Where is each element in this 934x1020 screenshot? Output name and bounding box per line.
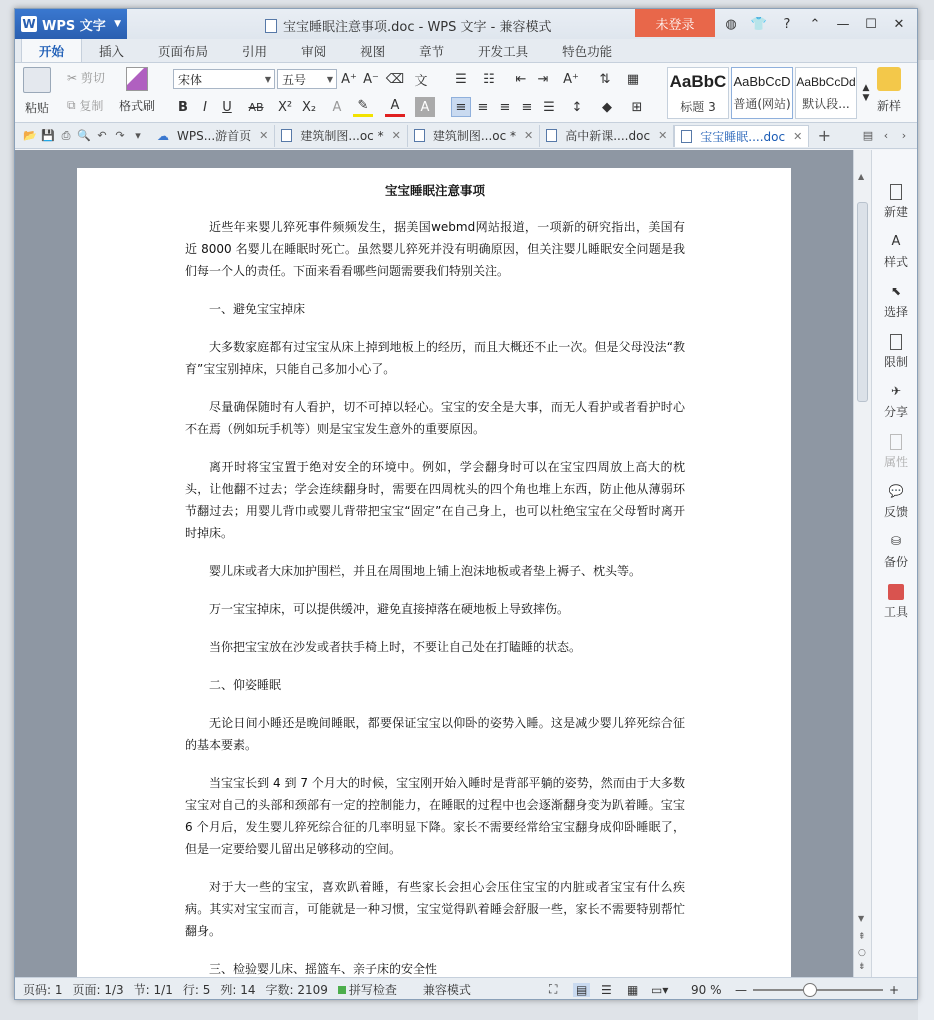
tab-developer[interactable]: 开发工具	[478, 44, 529, 59]
close-icon[interactable]: ✕	[391, 129, 401, 142]
document-tabs	[15, 123, 917, 149]
shading-icon[interactable]: ◆	[602, 99, 612, 115]
subscript-icon[interactable]: X₂	[301, 99, 317, 115]
document-icon	[265, 19, 277, 33]
paste-label: 粘贴	[24, 101, 49, 115]
style-label: 默认段...	[802, 96, 850, 111]
sort-icon[interactable]: ⇅	[599, 71, 611, 87]
text-direction-icon[interactable]: A⁺	[563, 71, 579, 87]
clipboard-icon	[23, 67, 51, 93]
zoom-slider[interactable]	[753, 989, 883, 991]
side-label: 分享	[883, 405, 908, 419]
paragraph: 当宝宝长到 4 到 7 个月大的时候，宝宝刚开始入睡时是背部平躺的姿势，然而由于大多数宝宝对自己的头部和颈部有一定的控制能力，在睡眠的过程中也会逐渐翻身变为趴着睡。宝宝 6 个月后，发生婴儿猝死综合征的几率明显下降。家长不需要经常给宝宝翻身成仰卧睡眠了，但是一定要给婴儿留出足够移动的空间。	[185, 776, 685, 856]
tab-view[interactable]: 视图	[360, 44, 386, 59]
new-style-button[interactable]	[877, 67, 901, 114]
italic-icon[interactable]: I	[203, 99, 207, 115]
font-name-value: 宋体	[178, 72, 203, 87]
tab-scroll-right-icon[interactable]: ›	[901, 129, 907, 142]
doc-tab-label: 宝宝睡眠....doc	[700, 129, 786, 144]
zoom-value[interactable]: 90 %	[691, 982, 722, 997]
side-select-button[interactable]	[872, 284, 918, 320]
new-style-icon	[877, 67, 901, 91]
doc-tab-active[interactable]	[674, 125, 809, 147]
new-tab-icon[interactable]: +	[817, 126, 832, 145]
document-icon	[546, 129, 557, 142]
highlight-icon[interactable]: ✎	[353, 97, 373, 117]
close-icon[interactable]: ✕	[893, 16, 905, 32]
print-icon[interactable]: ⎙	[61, 128, 71, 142]
increase-indent-icon[interactable]: ⇥	[537, 71, 549, 87]
style-preview: AaBbCcDd	[796, 74, 856, 89]
status-col: 列: 14	[220, 983, 256, 997]
justify-icon[interactable]: ≡	[521, 99, 533, 115]
table-icon[interactable]: ▦	[626, 71, 640, 87]
style-normal-web[interactable]	[731, 67, 793, 119]
scissors-icon: ✂	[67, 70, 81, 85]
zoom-out-icon[interactable]: —	[735, 982, 747, 997]
side-label: 属性	[883, 455, 908, 469]
paragraph: 万一宝宝掉床，可以提供缓冲，避免直接掉落在硬地板上导致摔伤。	[209, 602, 570, 616]
paragraph: 离开时将宝宝置于绝对安全的环境中。例如，学会翻身时可以在宝宝四周放上高大的枕头，让他翻不过去；学会连续翻身时，需要在四周枕头的四个角也堆上东西，防止他从薄弱环节翻过去；用婴儿背巾或婴儿背带把宝宝“固定”在自己身上，也可以杜绝宝宝在父母暂时离开时掉床。	[185, 460, 685, 540]
cloud-icon: ☁	[157, 128, 169, 143]
status-row: 行: 5	[182, 983, 211, 997]
side-label: 新建	[883, 205, 908, 219]
side-tools-button[interactable]	[872, 584, 918, 620]
vertical-scrollbar[interactable]	[853, 150, 871, 977]
side-properties-button[interactable]	[872, 434, 918, 470]
close-icon[interactable]: ✕	[524, 129, 534, 142]
scroll-down-icon[interactable]: ▼	[858, 914, 865, 923]
cut-button[interactable]	[67, 69, 105, 86]
paragraph: 尽量确保随时有人看护，切不可掉以轻心。宝宝的安全是大事，而无人看护或者看护时心不在焉（例如玩手机等）则是宝宝发生意外的重要原因。	[185, 400, 685, 436]
collapse-ribbon-icon[interactable]: ⌃	[809, 16, 821, 32]
minimize-icon[interactable]: —	[836, 16, 850, 32]
grow-font-icon[interactable]: A⁺	[341, 71, 357, 87]
login-label: 未登录	[655, 17, 695, 33]
paragraph: 无论日间小睡还是晚间睡眠，都要保证宝宝以仰卧的姿势入睡。这是减少婴儿猝死综合征的基本要素。	[185, 716, 685, 752]
chevron-down-icon: ▼	[264, 74, 272, 84]
document-workspace	[15, 150, 918, 977]
ribbon-toolbar	[15, 63, 917, 123]
print-preview-icon[interactable]: 🔍	[77, 129, 91, 142]
format-painter-label: 格式刷	[119, 99, 156, 113]
clear-format-icon[interactable]: ⌫	[385, 71, 405, 87]
char-shading-icon[interactable]: A	[415, 97, 435, 117]
side-label: 限制	[883, 355, 908, 369]
title-bar	[15, 9, 917, 39]
status-pages: 页面: 1/3	[72, 983, 124, 997]
font-size-select[interactable]	[277, 69, 337, 89]
scroll-up-icon[interactable]: ▲	[858, 172, 865, 181]
doc-tab-label: WPS...游首页	[177, 129, 252, 143]
style-label: 标题 3	[680, 99, 716, 114]
doc-tab-label: 建筑制图...oc *	[300, 129, 384, 143]
tab-insert[interactable]: 插入	[99, 44, 125, 59]
side-style-button[interactable]	[872, 234, 918, 270]
style-preview: AaBbC	[669, 71, 727, 91]
login-button[interactable]	[635, 9, 715, 37]
decrease-indent-icon[interactable]: ⇤	[515, 71, 527, 87]
next-page-icon[interactable]: ⇟	[858, 962, 866, 972]
font-color-icon[interactable]: A	[385, 97, 405, 117]
undo-icon[interactable]: ↶	[97, 129, 107, 142]
section-heading: 一、避免宝宝掉床	[209, 302, 306, 316]
copy-label: 复制	[79, 99, 104, 113]
tab-chapter[interactable]: 章节	[419, 44, 445, 59]
help-icon[interactable]: ?	[783, 16, 791, 32]
select-icon: ⬉	[890, 284, 902, 298]
line-spacing-icon[interactable]: ↕	[571, 99, 583, 115]
paste-button[interactable]	[23, 67, 51, 116]
superscript-icon[interactable]: X²	[277, 99, 293, 115]
side-restrict-button[interactable]	[872, 334, 918, 370]
side-share-button[interactable]	[872, 384, 918, 420]
doc-tab[interactable]	[151, 125, 275, 147]
redo-icon[interactable]: ↷	[115, 129, 125, 142]
task-pane	[871, 150, 918, 977]
feedback-icon: 💬	[888, 484, 904, 498]
restrict-icon	[890, 334, 902, 350]
doc-tab[interactable]	[275, 125, 407, 147]
paragraph: 近些年来婴儿猝死事件频频发生，据美国webmd网站报道，一项新的研究指出，美国有近 8000 名婴儿在睡眠时死亡。虽然婴儿猝死并没有明确原因，但关注婴儿睡眠安全问题是我们每一个人的责任。下面来看看哪些问题需要我们特别关注。	[185, 220, 685, 278]
shirt-icon[interactable]: 👕	[750, 16, 768, 32]
side-new-button[interactable]	[872, 184, 918, 220]
chevron-down-icon: ▼	[114, 19, 121, 29]
doc-tab[interactable]	[408, 125, 540, 147]
numbered-list-icon[interactable]: ☷	[483, 71, 495, 87]
section-heading: 三、检验婴儿床、摇篮车、亲子床的安全性	[209, 962, 438, 976]
save-icon[interactable]: 💾	[41, 129, 55, 142]
document-icon	[281, 129, 292, 142]
close-icon[interactable]: ✕	[793, 129, 803, 143]
window-controls	[719, 13, 911, 35]
spellcheck-label: 拼写检查	[348, 983, 397, 997]
document-title: 宝宝睡眠注意事项	[384, 183, 485, 198]
spellcheck-toggle[interactable]	[338, 981, 407, 998]
style-label: 普通(网站)	[733, 97, 791, 111]
paragraph: 当你把宝宝放在沙发或者扶手椅上时，不要让自己处在打瞌睡的状态。	[209, 640, 582, 654]
side-backup-button[interactable]	[872, 534, 918, 570]
side-feedback-button[interactable]	[872, 484, 918, 520]
wps-logo-icon: W	[22, 17, 36, 31]
cut-label: 剪切	[80, 71, 105, 85]
align-center-icon[interactable]: ≡	[477, 99, 489, 115]
underline-icon[interactable]: U	[222, 99, 232, 115]
style-preview: AaBbCcD	[733, 74, 791, 89]
status-mode: 兼容模式	[422, 983, 471, 997]
paragraph: 对于大一些的宝宝，喜欢趴着睡，有些家长会担心会压住宝宝的内脏或者宝宝有什么疾病。其实对宝宝而言，可能就是一种习惯，宝宝觉得趴着睡会舒服一些，家长不需要特别帮忙翻身。	[185, 880, 685, 938]
tab-list-icon[interactable]: ▤	[862, 129, 874, 142]
bullet-list-icon[interactable]: ☰	[455, 71, 467, 87]
document-icon	[681, 130, 692, 143]
maximize-icon[interactable]: ☐	[865, 16, 877, 32]
backup-icon: ⛁	[890, 534, 902, 548]
window-title	[265, 16, 551, 35]
window-title-text: 宝宝睡眠注意事项.doc - WPS 文字 - 兼容模式	[283, 20, 552, 35]
tab-special[interactable]: 特色功能	[562, 44, 613, 59]
skin-icon[interactable]: ◍	[725, 16, 737, 32]
reading-view-icon[interactable]: ▭▾	[651, 982, 669, 997]
side-label: 工具	[883, 605, 908, 619]
style-heading3[interactable]	[667, 67, 729, 119]
status-bar	[15, 977, 918, 1000]
tab-references[interactable]: 引用	[242, 44, 268, 59]
new-style-label: 新样	[877, 99, 902, 113]
pinyin-icon[interactable]: 文	[414, 73, 428, 89]
style-icon: A	[891, 234, 901, 249]
tab-review[interactable]: 审阅	[301, 44, 327, 59]
format-painter-button[interactable]	[119, 67, 155, 114]
side-label: 样式	[883, 255, 908, 269]
doc-tab[interactable]	[540, 125, 674, 147]
quick-access-more-icon[interactable]: ▾	[135, 129, 141, 142]
tab-scroll-left-icon[interactable]: ‹	[883, 129, 889, 142]
close-icon[interactable]: ✕	[658, 129, 668, 142]
app-name: WPS 文字	[42, 18, 106, 34]
bold-icon[interactable]: B	[178, 99, 188, 115]
background-window-edge	[918, 60, 934, 1020]
font-name-select[interactable]	[173, 69, 275, 89]
status-section: 节: 1/1	[133, 983, 173, 997]
borders-icon[interactable]: ⊞	[631, 99, 643, 115]
side-label: 备份	[883, 555, 908, 569]
zoom-in-icon[interactable]: +	[889, 982, 900, 997]
open-icon[interactable]: 📂	[23, 129, 37, 142]
toolbox-icon	[888, 584, 904, 600]
page-view-icon[interactable]: ▤	[573, 983, 590, 997]
scroll-thumb[interactable]	[857, 202, 868, 402]
wps-window	[14, 8, 918, 1000]
share-icon: ✈	[890, 384, 902, 398]
web-view-icon[interactable]: ▦	[627, 982, 639, 997]
doc-tab-label: 高中新课....doc	[565, 129, 651, 143]
document-body[interactable]	[185, 180, 685, 977]
section-heading: 二、仰姿睡眠	[209, 678, 282, 692]
side-label: 反馈	[883, 505, 908, 519]
style-default-paragraph[interactable]	[795, 67, 857, 119]
prev-page-icon[interactable]: ⇞	[858, 932, 866, 942]
paragraph: 婴儿床或者大床加护围栏，并且在周围地上铺上泡沫地板或者垫上褥子、枕头等。	[209, 564, 642, 578]
distribute-icon[interactable]: ☰	[543, 99, 555, 115]
wps-app-menu-button[interactable]	[15, 9, 127, 39]
chevron-down-icon: ▼	[326, 74, 334, 84]
copy-button[interactable]	[67, 97, 103, 114]
outline-view-icon[interactable]: ☰	[601, 982, 612, 997]
paragraph: 大多数家庭都有过宝宝从床上掉到地板上的经历，而且大概还不止一次。但是父母没法“教育”宝宝别掉床，只能自己多加小心了。	[185, 340, 685, 376]
zoom-slider-knob[interactable]	[803, 983, 817, 997]
align-left-icon[interactable]: ≡	[451, 97, 471, 117]
shrink-font-icon[interactable]: A⁻	[363, 71, 379, 87]
tab-page-layout[interactable]: 页面布局	[158, 44, 209, 59]
tab-home[interactable]: 开始	[21, 38, 82, 62]
properties-icon	[890, 434, 902, 450]
status-words[interactable]: 字数: 2109	[265, 983, 328, 997]
close-icon[interactable]: ✕	[259, 129, 269, 142]
status-page: 页码: 1	[23, 983, 63, 997]
brush-icon	[126, 67, 148, 91]
font-size-value: 五号	[282, 72, 307, 87]
document-icon	[414, 129, 425, 142]
fullscreen-view-icon[interactable]: ⛶	[549, 982, 558, 996]
strikethrough-icon[interactable]: AB	[248, 100, 264, 114]
spellcheck-indicator-icon	[338, 986, 346, 994]
align-right-icon[interactable]: ≡	[499, 99, 511, 115]
copy-icon: ⧉	[67, 98, 80, 112]
styles-scroll-icon[interactable]: ▲ ▼	[862, 83, 870, 103]
doc-tab-label: 建筑制图...oc *	[432, 129, 517, 143]
new-icon	[890, 184, 902, 200]
text-effect-icon[interactable]: A	[332, 99, 342, 115]
browse-object-icon[interactable]: ○	[858, 948, 866, 958]
side-label: 选择	[883, 305, 908, 319]
document-page[interactable]	[77, 168, 791, 977]
ribbon-tabs	[15, 39, 917, 63]
